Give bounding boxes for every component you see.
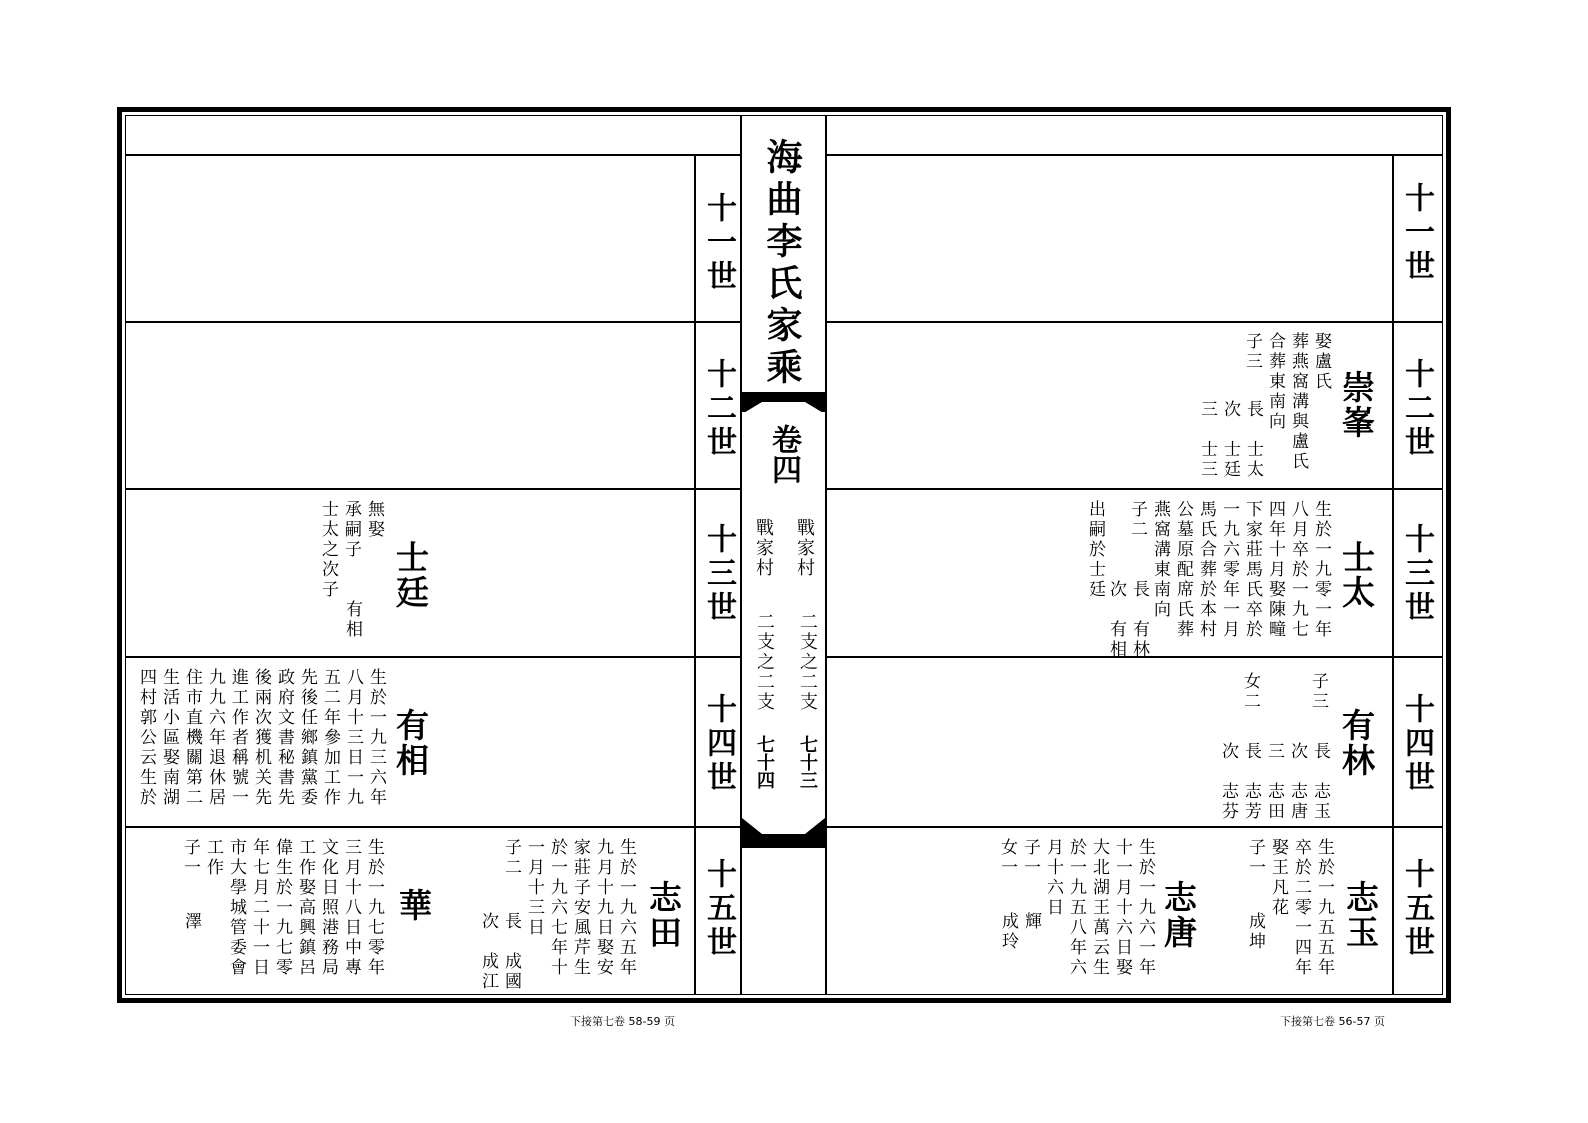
person-children: 長 有林 次 有相 xyxy=(1106,580,1149,660)
spine-ornament-top xyxy=(742,400,825,414)
person-name: 士廷 xyxy=(391,540,430,610)
spine-branch-right: 二支之二支 xyxy=(797,612,818,712)
person-children: 澤 xyxy=(181,912,201,932)
book-title: 海曲李氏家乘 xyxy=(761,138,803,390)
row-line xyxy=(125,656,742,658)
generation-label: 十三世 xyxy=(701,523,736,625)
footer-continuation-right: 下接第七卷 56-57 页 xyxy=(1280,1015,1385,1028)
person-name: 志田 xyxy=(644,880,683,950)
generation-label: 十二世 xyxy=(701,358,736,460)
person-name: 有相 xyxy=(391,708,430,778)
person-children: 長 成國 次 成江 xyxy=(478,912,521,992)
person-name: 有林 xyxy=(1337,708,1376,778)
person-text: 娶盧氏 葬燕窩溝與盧氏 合葬東南向 子三 xyxy=(1242,332,1331,472)
person-children: 長 志玉 次 志唐 三 志田 xyxy=(1264,742,1330,822)
person-note: 出嗣於士廷 xyxy=(1085,500,1105,600)
top-strip-line-right xyxy=(826,154,1443,156)
row-line xyxy=(826,488,1443,490)
spine-page-left: 七十四 xyxy=(754,735,775,789)
spine-ornament-bottom xyxy=(742,818,825,848)
row-line xyxy=(125,321,742,323)
generation-label: 十四世 xyxy=(1399,693,1434,795)
spine-line-left xyxy=(740,115,742,995)
person-text: 生於一九六一年 十一月十六日娶 大北湖王萬云生 於一九五八年六 月十六日 子一 女一 xyxy=(997,838,1155,978)
generation-label: 十一世 xyxy=(1399,182,1434,284)
generation-label: 十一世 xyxy=(701,192,736,294)
person-name: 崇峯 xyxy=(1337,370,1376,440)
gen-column-line-right xyxy=(1392,154,1394,995)
person-children: 成坤 xyxy=(1245,912,1265,952)
person-children: 輝 成玲 xyxy=(998,912,1041,952)
spine-branch-left: 二支之二支 xyxy=(754,612,775,712)
person-text: 生於一九五五年 卒於二零一四年 娶王凡花 子一 xyxy=(1245,838,1334,978)
person-text: 無娶 承嗣子 士太之次子 xyxy=(318,500,384,600)
row-line xyxy=(125,488,742,490)
person-name: 士太 xyxy=(1337,540,1376,610)
generation-label: 十二世 xyxy=(1399,358,1434,460)
spine-line-right xyxy=(825,115,827,995)
spine-village-left: 戰家村 xyxy=(753,518,774,578)
person-children: 有相 xyxy=(342,600,362,640)
generation-label: 十五世 xyxy=(701,858,736,960)
volume-label: 卷四 xyxy=(766,424,801,484)
person-children: 長 志芳 次 志芬 xyxy=(1218,742,1261,822)
row-line xyxy=(826,826,1443,828)
generation-label: 十四世 xyxy=(701,693,736,795)
person-name: 志玉 xyxy=(1341,880,1380,950)
generation-label: 十三世 xyxy=(1399,523,1434,625)
generation-label: 十五世 xyxy=(1399,858,1434,960)
person-text: 生於一九零一年 八月卒於一九七 四年十月娶陳疃 下家莊馬氏卒於 一九六零年一月 馬氏合葬於本村 公墓原配席氏葬 燕窩溝東南向 子二 xyxy=(1127,500,1331,640)
row-line xyxy=(826,321,1443,323)
person-children: 長 士太 次 士廷 三 士三 xyxy=(1197,400,1263,480)
person-name: 志唐 xyxy=(1159,880,1198,950)
person-name: 華 xyxy=(394,888,433,923)
person-text: 生於一九三六年 八月十三日一九 五二年參加工作 先後任鄉鎮黨委 政府文書秘書先 後兩次獲机关先 進工作者稱號一 九九六年退休居 住市直機關第二 生活小區娶南湖 四村郭公云生於 xyxy=(136,668,386,808)
person-text: 生於一九七零年 三月十八日中專 文化日照港務局 工作娶高興鎮呂 偉生於一九七零 年七月二十一日 市大學城管委會 工作 子一 xyxy=(180,838,384,978)
spine-page-right: 七十三 xyxy=(797,735,818,789)
person-text: 子三 xyxy=(1308,672,1328,712)
gen-column-line-left xyxy=(694,154,696,995)
person-daughters: 女二 xyxy=(1240,672,1260,712)
footer-continuation-left: 下接第七卷 58-59 页 xyxy=(570,1015,675,1028)
spine-village-right: 戰家村 xyxy=(794,518,815,578)
top-strip-line-left xyxy=(125,154,742,156)
person-text: 生於一九六五年 九月十九日娶安 家莊子安風芹生 於一九六七年十 一月十三日 子二 xyxy=(501,838,636,978)
row-line xyxy=(125,826,742,828)
